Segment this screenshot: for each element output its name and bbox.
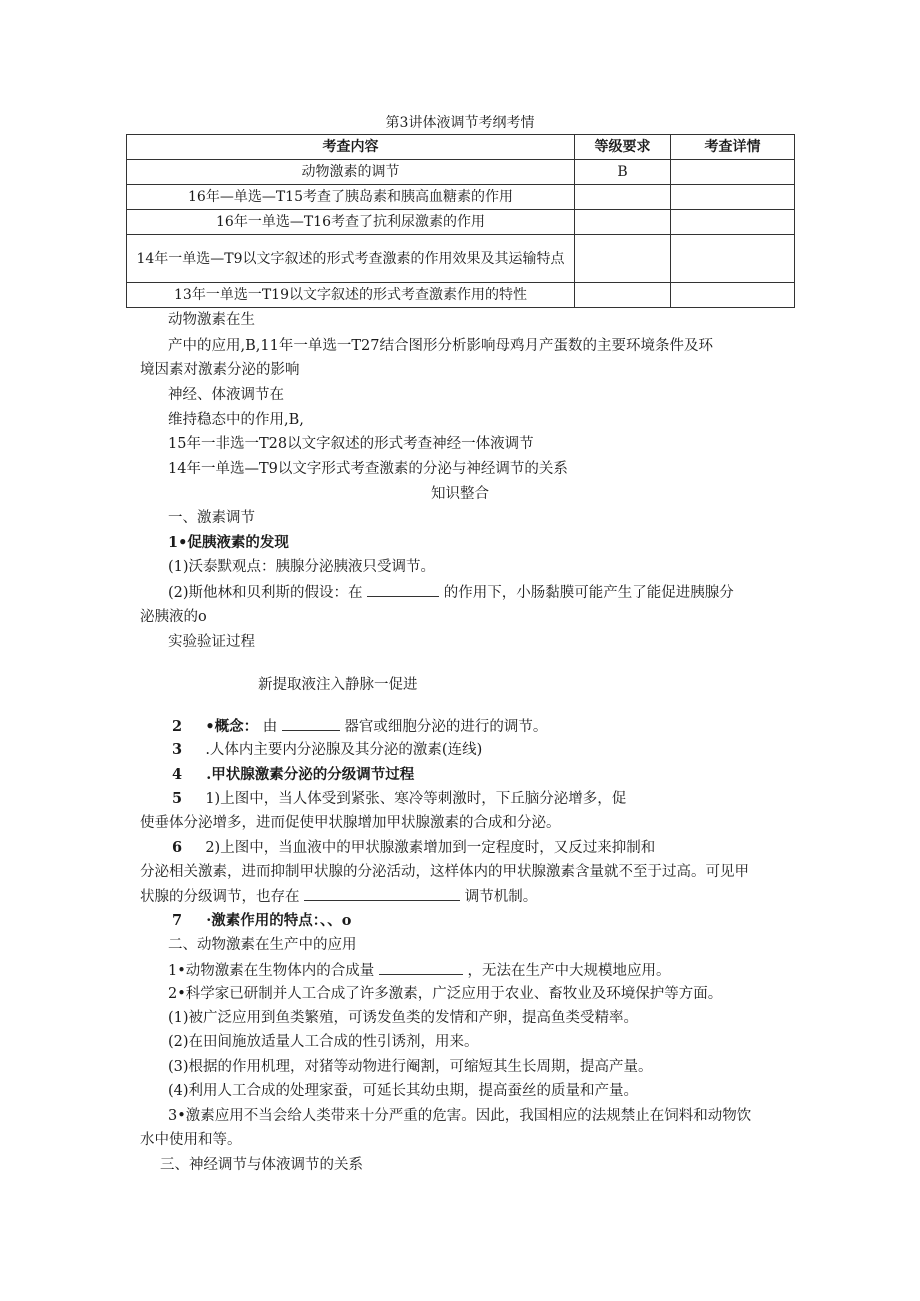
table-cell-level xyxy=(575,185,671,210)
text-segment: 状腺的分级调节，也存在 xyxy=(140,889,300,905)
text-segment: .人体内主要内分泌腺及其分泌的激素(连线) xyxy=(205,742,483,758)
table-cell-detail xyxy=(671,185,795,210)
paragraph-line: 泌胰液的o xyxy=(140,609,207,625)
section-title: 三、神经调节与体液调节的关系 xyxy=(160,1157,363,1173)
subsection-title: 1•促胰液素的发现 xyxy=(168,534,289,551)
paragraph-line xyxy=(168,582,734,603)
item-number: 7 xyxy=(172,912,183,929)
paragraph-line: (4)利用人工合成的处理家蚕，可延长其幼虫期，提高蚕丝的质量和产量。 xyxy=(168,1083,639,1099)
paragraph-line xyxy=(172,740,482,760)
text-segment: 1•动物激素在生物体内的合成量 xyxy=(168,963,375,979)
fill-blank xyxy=(304,886,460,901)
paragraph-line: (3)根据的作用机理，对猪等动物进行阉割，可缩短其生长周期，提高产量。 xyxy=(168,1059,653,1075)
section-title: 一、激素调节 xyxy=(168,510,255,526)
table-row xyxy=(127,235,795,283)
paragraph-line: 神经、体液调节在 xyxy=(168,387,284,403)
paragraph-line: 产中的应用,B,11年一单选一T27结合图形分析影响母鸡月产蛋数的主要环境条件及环 xyxy=(168,338,713,354)
table-cell-detail xyxy=(671,160,795,185)
paragraph-line: 境因素对激素分泌的影响 xyxy=(140,362,300,378)
exam-table xyxy=(126,134,795,308)
paragraph-line: 维持稳态中的作用,B, xyxy=(168,412,304,428)
paragraph-line: 实验验证过程 xyxy=(168,634,255,650)
fill-blank xyxy=(367,582,439,597)
table-row xyxy=(127,283,795,308)
section-heading: 知识整合 xyxy=(431,486,489,502)
paragraph-line xyxy=(172,716,547,737)
paragraph-line: 使垂体分泌增多，进而促使甲状腺增加甲状腺激素的合成和分泌。 xyxy=(140,815,561,831)
table-cell-level xyxy=(575,283,671,308)
section-title: 二、动物激素在生产中的应用 xyxy=(168,937,357,953)
fill-blank xyxy=(379,960,463,975)
table-cell-detail xyxy=(671,283,795,308)
table-cell-content: 16年一单选—T16考查了抗利尿激素的作用 xyxy=(127,210,575,235)
item-number: 4 xyxy=(172,766,183,783)
paragraph-line xyxy=(172,765,414,785)
item-number: 6 xyxy=(172,839,183,856)
paragraph-line: 14年一单选—T9以文字形式考查激素的分泌与神经调节的关系 xyxy=(168,461,568,477)
paragraph-line xyxy=(168,960,671,981)
text-segment: 调节机制。 xyxy=(464,889,538,905)
text-segment: 2)上图中，当血液中的甲状腺激素增加到一定程度时，又反过来抑制和 xyxy=(205,840,656,856)
table-cell-content: 13年一单选一T19以文字叙述的形式考查激素作用的特性 xyxy=(127,283,575,308)
item-number: 3 xyxy=(172,741,183,758)
text-segment: 器官或细胞分泌的进行的调节。 xyxy=(344,719,548,735)
paragraph-line xyxy=(172,789,626,809)
table-cell-level: B xyxy=(575,160,671,185)
table-header-row xyxy=(127,135,795,160)
text-segment: ，无法在生产中大规模地应用。 xyxy=(467,963,671,979)
text-segment: .甲状腺激素分泌的分级调节过程 xyxy=(206,766,415,783)
table-row xyxy=(127,185,795,210)
paragraph-line: 2•科学家已研制并人工合成了许多激素，广泛应用于农业、畜牧业及环境保护等方面。 xyxy=(168,986,723,1002)
paragraph-line: 水中使用和等。 xyxy=(140,1132,242,1148)
paragraph-line: 动物激素在生 xyxy=(168,312,255,328)
paragraph-line: (2)在田间施放适量人工合成的性引诱剂，用来。 xyxy=(168,1034,479,1050)
paragraph-line: 3•激素应用不当会给人类带来十分严重的危害。因此，我国相应的法规禁止在饲料和动物饮 xyxy=(168,1108,752,1124)
table-cell-detail xyxy=(671,235,795,283)
table-cell-content: 动物激素的调节 xyxy=(127,160,575,185)
text-segment: •概念： xyxy=(205,718,259,735)
table-cell-level xyxy=(575,235,671,283)
header-level: 等级要求 xyxy=(575,135,671,160)
diagram-note: 新提取液注入静脉一促进 xyxy=(258,677,418,693)
paragraph-line xyxy=(140,886,537,907)
paragraph-line xyxy=(172,911,351,931)
paragraph-line: 分泌相关激素，进而抑制甲状腺的分泌活动，这样体内的甲状腺激素含量就不至于过高。可见甲 xyxy=(140,864,749,880)
item-number: 2 xyxy=(172,718,183,735)
text-segment: (2)斯他林和贝利斯的假设：在 xyxy=(168,585,363,601)
table-row xyxy=(127,210,795,235)
paragraph-line: 15年一非选一T28以文字叙述的形式考查神经一体液调节 xyxy=(168,436,534,452)
item-number: 5 xyxy=(172,790,183,807)
paragraph-line xyxy=(172,838,655,858)
table-cell-level xyxy=(575,210,671,235)
fill-blank xyxy=(282,716,340,731)
header-content: 考查内容 xyxy=(127,135,575,160)
table-cell-detail xyxy=(671,210,795,235)
header-detail: 考查详情 xyxy=(671,135,795,160)
text-segment: 由 xyxy=(262,719,278,735)
text-segment: 1)上图中，当人体受到紧张、寒冷等刺激时，下丘脑分泌增多，促 xyxy=(205,791,627,807)
table-cell-content: 14年一单选—T9以文字叙述的形式考查激素的作用效果及其运输特点 xyxy=(127,235,575,283)
table-row xyxy=(127,160,795,185)
text-segment: ·激素作用的特点：、、o xyxy=(206,912,352,929)
paragraph-line: (1)沃泰默观点：胰腺分泌胰液只受调节。 xyxy=(168,559,436,575)
document-title: 第3讲体液调节考纲考情 xyxy=(385,115,535,131)
text-segment: 的作用下，小肠黏膜可能产生了能促进胰腺分 xyxy=(443,585,734,601)
table-cell-content: 16年—单选—T15考查了胰岛素和胰高血糖素的作用 xyxy=(127,185,575,210)
paragraph-line: (1)被广泛应用到鱼类繁殖，可诱发鱼类的发情和产卵，提高鱼类受精率。 xyxy=(168,1010,639,1026)
